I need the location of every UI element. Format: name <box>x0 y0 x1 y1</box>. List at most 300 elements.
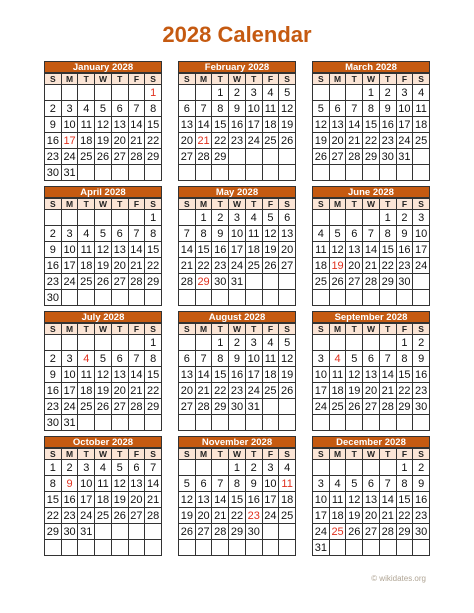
day-grid <box>178 73 296 181</box>
empty-cell <box>112 335 129 351</box>
day-cell: 12 <box>346 492 363 508</box>
month-title: October 2028 <box>44 436 162 448</box>
day-cell: 14 <box>179 242 196 258</box>
day-cell: 22 <box>196 258 213 274</box>
empty-cell <box>279 274 296 290</box>
day-cell: 13 <box>179 117 196 133</box>
day-cell: 2 <box>45 101 62 117</box>
empty-cell <box>78 165 95 181</box>
month-title: April 2028 <box>44 186 162 198</box>
day-cell: 6 <box>363 351 380 367</box>
empty-cell <box>196 415 213 431</box>
day-cell: 29 <box>363 149 380 165</box>
day-cell: 12 <box>95 242 112 258</box>
weekday-header: T <box>246 324 263 335</box>
day-cell: 20 <box>112 258 129 274</box>
day-cell: 14 <box>212 492 229 508</box>
day-cell: 19 <box>346 383 363 399</box>
weekday-header: T <box>246 199 263 210</box>
day-cell: 27 <box>196 524 213 540</box>
day-cell: 22 <box>229 508 246 524</box>
day-cell: 12 <box>313 117 330 133</box>
day-cell: 30 <box>397 274 414 290</box>
day-cell: 7 <box>129 101 146 117</box>
day-cell: 1 <box>212 335 229 351</box>
day-cell: 26 <box>95 274 112 290</box>
day-cell: 14 <box>129 242 146 258</box>
empty-cell <box>196 335 213 351</box>
weekday-header: T <box>78 324 95 335</box>
day-cell: 27 <box>363 399 380 415</box>
weekday-header: F <box>397 74 414 85</box>
day-cell: 3 <box>397 85 414 101</box>
day-cell: 23 <box>229 133 246 149</box>
day-cell: 28 <box>129 399 146 415</box>
weekday-header: S <box>145 74 162 85</box>
day-cell: 24 <box>263 508 280 524</box>
empty-cell <box>380 415 397 431</box>
weekday-header: W <box>229 74 246 85</box>
empty-cell <box>246 274 263 290</box>
weekday-header: T <box>78 199 95 210</box>
month-table <box>44 436 162 556</box>
month-title: May 2028 <box>178 186 296 198</box>
day-cell: 22 <box>145 258 162 274</box>
month-table <box>44 311 162 431</box>
empty-cell <box>397 290 414 306</box>
day-cell: 5 <box>95 351 112 367</box>
day-cell: 26 <box>346 399 363 415</box>
weekday-header: T <box>212 449 229 460</box>
day-cell: 14 <box>145 476 162 492</box>
day-cell: 27 <box>279 258 296 274</box>
day-cell: 9 <box>45 242 62 258</box>
day-cell: 9 <box>413 351 430 367</box>
day-cell: 28 <box>380 524 397 540</box>
day-cell: 10 <box>62 367 79 383</box>
day-cell: 4 <box>78 351 95 367</box>
day-cell: 9 <box>212 226 229 242</box>
day-cell: 15 <box>145 367 162 383</box>
day-cell: 27 <box>129 508 146 524</box>
day-cell: 15 <box>196 242 213 258</box>
day-cell: 29 <box>45 524 62 540</box>
empty-cell <box>196 290 213 306</box>
weekday-header: W <box>229 324 246 335</box>
day-cell: 9 <box>45 117 62 133</box>
day-cell: 23 <box>229 383 246 399</box>
day-cell: 26 <box>112 508 129 524</box>
day-cell: 14 <box>346 117 363 133</box>
day-cell: 11 <box>78 117 95 133</box>
day-cell: 25 <box>279 508 296 524</box>
day-cell: 4 <box>279 460 296 476</box>
day-cell: 23 <box>413 383 430 399</box>
empty-cell <box>62 540 79 556</box>
empty-cell <box>78 85 95 101</box>
day-cell: 24 <box>246 133 263 149</box>
empty-cell <box>313 85 330 101</box>
day-cell: 16 <box>397 242 414 258</box>
empty-cell <box>397 165 414 181</box>
empty-cell <box>380 290 397 306</box>
day-cell: 10 <box>78 476 95 492</box>
empty-cell <box>129 540 146 556</box>
weekday-header: S <box>279 449 296 460</box>
weekday-header: T <box>212 199 229 210</box>
day-cell: 28 <box>145 508 162 524</box>
weekday-header: T <box>78 449 95 460</box>
month-title: August 2028 <box>178 311 296 323</box>
weekday-header: F <box>263 199 280 210</box>
empty-cell <box>212 540 229 556</box>
weekday-header: S <box>313 449 330 460</box>
empty-cell <box>78 415 95 431</box>
day-grid <box>312 323 430 431</box>
day-cell: 29 <box>145 149 162 165</box>
day-cell: 15 <box>397 367 414 383</box>
empty-cell <box>95 540 112 556</box>
day-cell: 19 <box>313 133 330 149</box>
day-cell: 20 <box>363 383 380 399</box>
footer-credit: © wikidates.org <box>371 574 426 583</box>
day-cell: 13 <box>346 242 363 258</box>
day-cell: 12 <box>112 476 129 492</box>
empty-cell <box>196 85 213 101</box>
empty-cell <box>62 85 79 101</box>
day-cell: 6 <box>179 351 196 367</box>
day-cell: 16 <box>45 383 62 399</box>
empty-cell <box>62 290 79 306</box>
weekday-header: W <box>229 199 246 210</box>
day-cell: 21 <box>129 258 146 274</box>
day-cell: 17 <box>78 492 95 508</box>
empty-cell <box>263 290 280 306</box>
day-cell: 20 <box>112 383 129 399</box>
day-cell: 8 <box>145 351 162 367</box>
day-cell: 17 <box>62 383 79 399</box>
day-cell: 5 <box>95 226 112 242</box>
day-cell: 22 <box>397 383 414 399</box>
day-grid <box>44 448 162 556</box>
page-title: 2028 Calendar <box>162 22 312 47</box>
empty-cell <box>229 415 246 431</box>
empty-cell <box>179 335 196 351</box>
weekday-header: S <box>413 324 430 335</box>
day-cell: 10 <box>397 101 414 117</box>
month-title: December 2028 <box>312 436 430 448</box>
day-cell: 16 <box>413 492 430 508</box>
day-cell: 20 <box>179 133 196 149</box>
day-cell: 5 <box>313 101 330 117</box>
day-cell: 6 <box>112 226 129 242</box>
day-cell: 7 <box>380 351 397 367</box>
weekday-header: S <box>413 449 430 460</box>
day-cell: 26 <box>95 149 112 165</box>
day-cell: 10 <box>62 242 79 258</box>
day-cell: 20 <box>129 492 146 508</box>
month-table <box>178 311 296 431</box>
weekday-header: T <box>246 449 263 460</box>
weekday-header: W <box>363 449 380 460</box>
month-title: February 2028 <box>178 61 296 73</box>
day-cell: 15 <box>145 242 162 258</box>
weekday-header: W <box>229 449 246 460</box>
empty-cell <box>179 415 196 431</box>
day-cell: 26 <box>346 524 363 540</box>
weekday-header: T <box>380 199 397 210</box>
empty-cell <box>78 210 95 226</box>
empty-cell <box>229 149 246 165</box>
day-cell: 24 <box>313 399 330 415</box>
day-cell: 18 <box>246 242 263 258</box>
empty-cell <box>413 165 430 181</box>
day-cell: 15 <box>397 492 414 508</box>
day-cell: 5 <box>179 476 196 492</box>
day-cell: 22 <box>212 133 229 149</box>
day-cell: 5 <box>95 101 112 117</box>
weekday-header: S <box>45 74 62 85</box>
day-cell: 2 <box>413 460 430 476</box>
day-cell: 31 <box>397 149 414 165</box>
day-cell: 3 <box>313 476 330 492</box>
day-cell: 1 <box>145 335 162 351</box>
day-cell: 5 <box>346 351 363 367</box>
day-cell: 31 <box>78 524 95 540</box>
day-cell: 13 <box>112 242 129 258</box>
day-cell: 9 <box>380 101 397 117</box>
day-cell: 17 <box>263 492 280 508</box>
day-cell: 15 <box>145 117 162 133</box>
day-cell: 31 <box>313 540 330 556</box>
day-cell: 5 <box>112 460 129 476</box>
day-cell: 30 <box>45 290 62 306</box>
day-cell: 4 <box>263 335 280 351</box>
day-cell: 30 <box>380 149 397 165</box>
day-cell: 11 <box>246 226 263 242</box>
weekday-header: S <box>413 74 430 85</box>
day-cell: 23 <box>45 274 62 290</box>
day-cell: 17 <box>246 367 263 383</box>
weekday-header: S <box>313 324 330 335</box>
day-cell: 14 <box>380 492 397 508</box>
empty-cell <box>413 290 430 306</box>
day-cell: 19 <box>95 383 112 399</box>
day-cell: 20 <box>363 508 380 524</box>
empty-cell <box>179 210 196 226</box>
day-cell: 20 <box>179 383 196 399</box>
empty-cell <box>78 335 95 351</box>
day-cell: 16 <box>229 367 246 383</box>
weekday-header: T <box>112 74 129 85</box>
day-cell: 18 <box>263 367 280 383</box>
day-cell: 28 <box>363 274 380 290</box>
empty-cell <box>346 85 363 101</box>
empty-cell <box>346 290 363 306</box>
weekday-header: T <box>346 74 363 85</box>
day-cell: 13 <box>112 367 129 383</box>
empty-cell <box>279 524 296 540</box>
empty-cell <box>179 165 196 181</box>
day-cell: 14 <box>129 117 146 133</box>
day-cell: 17 <box>313 383 330 399</box>
empty-cell <box>279 165 296 181</box>
day-cell: 25 <box>78 149 95 165</box>
day-cell: 18 <box>413 117 430 133</box>
empty-cell <box>179 460 196 476</box>
day-cell: 20 <box>346 258 363 274</box>
day-cell: 7 <box>363 226 380 242</box>
day-cell: 17 <box>246 117 263 133</box>
day-cell: 19 <box>330 258 347 274</box>
day-cell: 23 <box>45 149 62 165</box>
month-table <box>178 186 296 306</box>
weekday-header: T <box>346 449 363 460</box>
day-cell: 6 <box>196 476 213 492</box>
day-cell: 24 <box>246 383 263 399</box>
empty-cell <box>95 165 112 181</box>
empty-cell <box>78 290 95 306</box>
empty-cell <box>346 165 363 181</box>
empty-cell <box>62 210 79 226</box>
day-cell: 11 <box>413 101 430 117</box>
empty-cell <box>196 460 213 476</box>
empty-cell <box>363 460 380 476</box>
day-cell: 2 <box>397 210 414 226</box>
day-cell: 28 <box>196 149 213 165</box>
empty-cell <box>179 540 196 556</box>
day-cell: 3 <box>62 226 79 242</box>
day-cell: 18 <box>95 492 112 508</box>
day-cell: 2 <box>62 460 79 476</box>
weekday-header: S <box>45 199 62 210</box>
weekday-header: T <box>380 324 397 335</box>
empty-cell <box>112 85 129 101</box>
day-cell: 7 <box>346 101 363 117</box>
day-cell: 11 <box>279 476 296 492</box>
day-cell: 3 <box>229 210 246 226</box>
day-cell: 18 <box>78 133 95 149</box>
empty-cell <box>246 165 263 181</box>
day-cell: 17 <box>229 242 246 258</box>
day-cell: 6 <box>279 210 296 226</box>
day-cell: 20 <box>279 242 296 258</box>
day-cell: 28 <box>129 149 146 165</box>
weekday-header: S <box>279 74 296 85</box>
day-cell: 4 <box>313 226 330 242</box>
weekday-header: S <box>179 199 196 210</box>
day-cell: 14 <box>196 367 213 383</box>
day-cell: 9 <box>45 367 62 383</box>
day-cell: 14 <box>380 367 397 383</box>
empty-cell <box>212 415 229 431</box>
day-cell: 10 <box>62 117 79 133</box>
empty-cell <box>179 85 196 101</box>
day-cell: 27 <box>330 149 347 165</box>
weekday-header: T <box>112 199 129 210</box>
day-cell: 4 <box>413 85 430 101</box>
day-cell: 22 <box>45 508 62 524</box>
day-grid <box>312 448 430 556</box>
weekday-header: T <box>380 74 397 85</box>
day-cell: 2 <box>229 85 246 101</box>
day-cell: 12 <box>263 226 280 242</box>
day-cell: 27 <box>346 274 363 290</box>
empty-cell <box>313 460 330 476</box>
day-cell: 27 <box>363 524 380 540</box>
day-cell: 9 <box>246 476 263 492</box>
weekday-header: W <box>95 449 112 460</box>
day-cell: 1 <box>229 460 246 476</box>
day-cell: 7 <box>212 476 229 492</box>
empty-cell <box>330 460 347 476</box>
day-cell: 25 <box>330 399 347 415</box>
empty-cell <box>129 210 146 226</box>
day-cell: 18 <box>279 492 296 508</box>
month-title: September 2028 <box>312 311 430 323</box>
empty-cell <box>246 149 263 165</box>
day-cell: 11 <box>330 367 347 383</box>
day-cell: 10 <box>413 226 430 242</box>
day-cell: 3 <box>246 85 263 101</box>
empty-cell <box>129 290 146 306</box>
day-cell: 8 <box>397 476 414 492</box>
day-cell: 17 <box>313 508 330 524</box>
empty-cell <box>263 274 280 290</box>
weekday-header: M <box>330 199 347 210</box>
day-cell: 6 <box>112 351 129 367</box>
weekday-header: S <box>279 199 296 210</box>
day-cell: 29 <box>145 399 162 415</box>
day-cell: 11 <box>330 492 347 508</box>
day-cell: 11 <box>95 476 112 492</box>
day-cell: 26 <box>279 133 296 149</box>
weekday-header: M <box>62 324 79 335</box>
day-cell: 25 <box>78 274 95 290</box>
empty-cell <box>330 335 347 351</box>
weekday-header: M <box>330 74 347 85</box>
day-cell: 24 <box>62 274 79 290</box>
day-cell: 16 <box>380 117 397 133</box>
day-cell: 1 <box>212 85 229 101</box>
empty-cell <box>263 415 280 431</box>
day-cell: 15 <box>363 117 380 133</box>
empty-cell <box>397 415 414 431</box>
weekday-header: S <box>279 324 296 335</box>
weekday-header: F <box>263 449 280 460</box>
day-cell: 5 <box>279 335 296 351</box>
empty-cell <box>380 540 397 556</box>
weekday-header: S <box>145 199 162 210</box>
day-cell: 9 <box>62 476 79 492</box>
day-cell: 2 <box>246 460 263 476</box>
day-cell: 2 <box>45 351 62 367</box>
day-cell: 9 <box>229 351 246 367</box>
empty-cell <box>95 290 112 306</box>
day-cell: 13 <box>330 117 347 133</box>
day-cell: 22 <box>380 258 397 274</box>
day-cell: 26 <box>263 258 280 274</box>
day-cell: 31 <box>229 274 246 290</box>
day-cell: 13 <box>363 492 380 508</box>
day-cell: 4 <box>330 351 347 367</box>
day-cell: 28 <box>346 149 363 165</box>
weekday-header: M <box>196 74 213 85</box>
day-cell: 10 <box>246 351 263 367</box>
day-cell: 4 <box>330 476 347 492</box>
day-cell: 16 <box>246 492 263 508</box>
day-cell: 19 <box>95 133 112 149</box>
